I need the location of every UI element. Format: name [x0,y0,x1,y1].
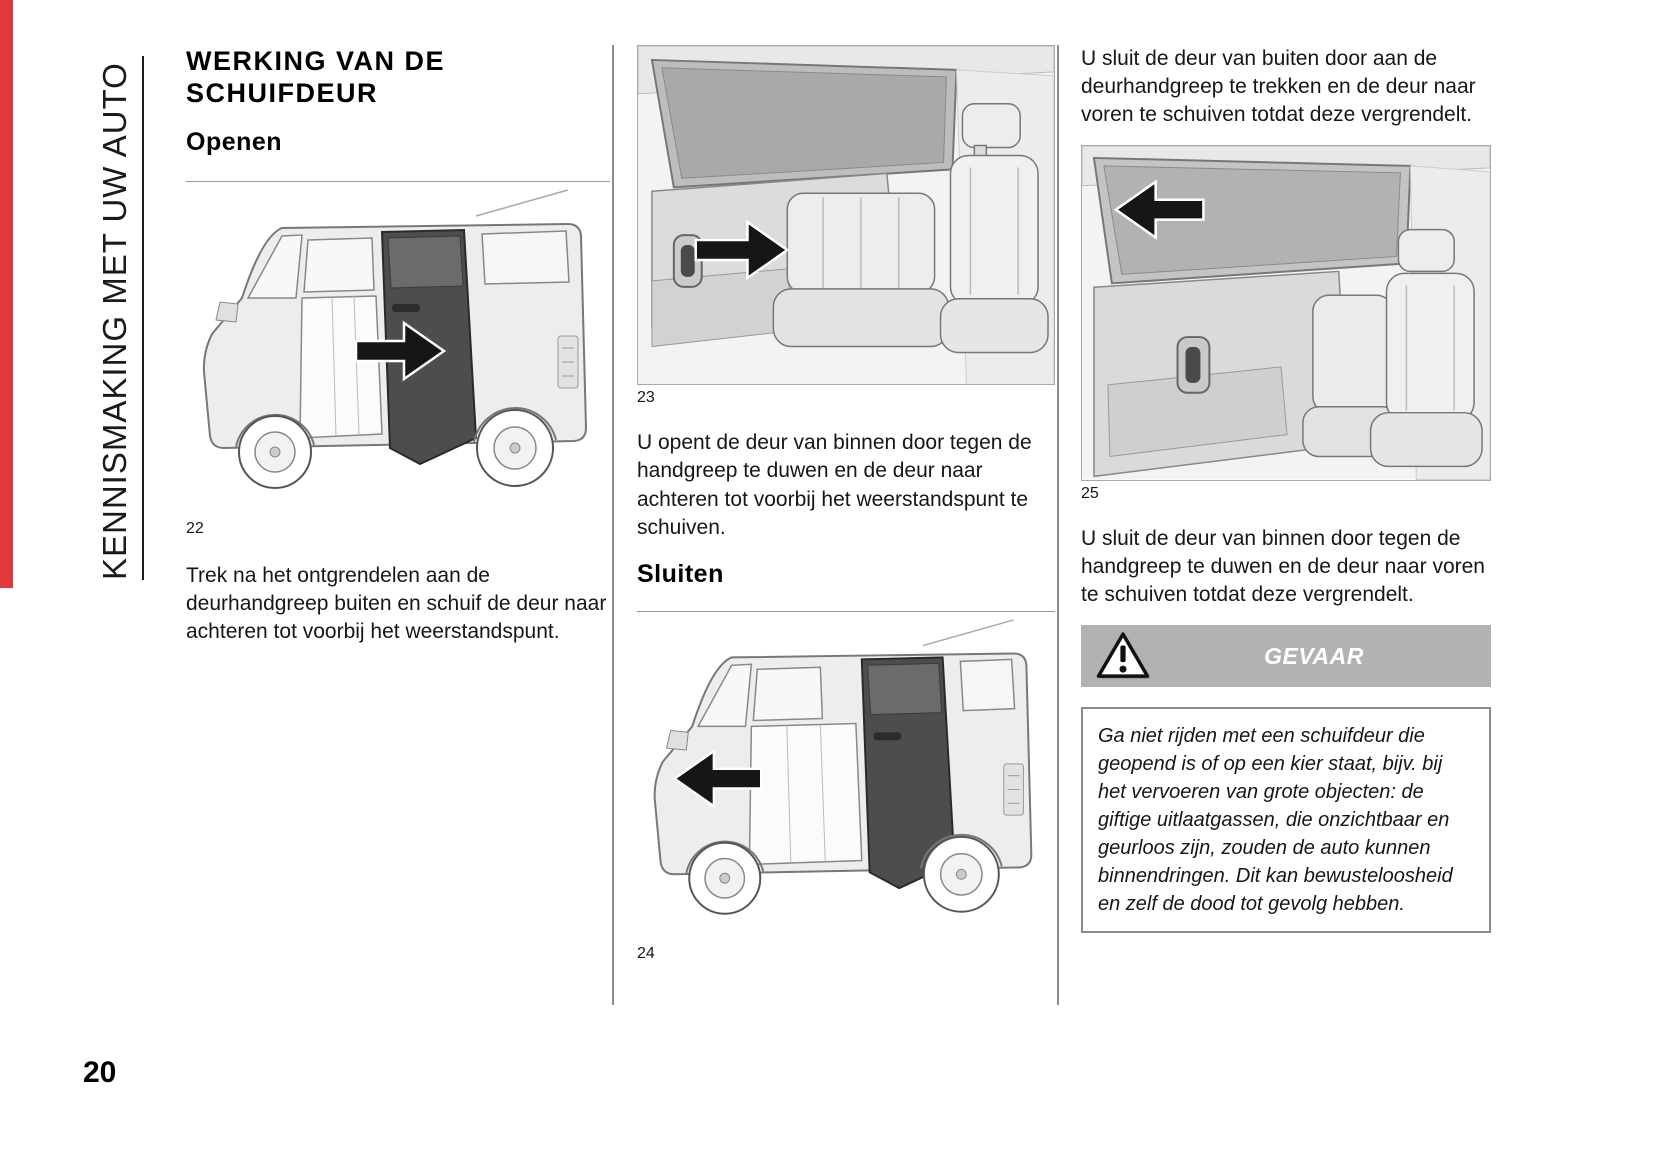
page-number: 20 [83,1056,117,1089]
column-2 [637,45,1055,963]
interior-close-illustration [1082,146,1490,479]
chapter-title-vertical: KENNISMAKING MET UW AUTO [96,56,144,580]
figure-number: 25 [1081,484,1099,502]
column-1 [186,45,610,646]
paragraph-close-outside: U sluit de deur van buiten door aan de deurhandgreep te trekken en de deur naar voren te schuiven totdat deze vergrendelt. [1081,47,1476,127]
figure-number: 23 [637,389,655,407]
column-3 [1081,45,1491,933]
paragraph-open-inside: U opent de deur van binnen door tegen de handgreep te duwen en de deur naar achteren tot voorbij het weerstandspunt te schuiven. [637,431,1032,539]
section-heading: WERKING VAN DE SCHUIFDEUR [186,46,446,109]
figure-23-interior-open [637,45,1055,407]
paragraph-open-outside: Trek na het ontgrendelen aan de deurhandgreep buiten en schuif de deur naar achteren tot voorbij het weerstandspunt. [186,563,607,644]
figure-22-van-exterior-open [186,181,610,538]
interior-open-illustration [638,46,1054,384]
figure-number: 22 [186,519,204,537]
danger-banner-title: GEVAAR [1264,642,1364,669]
column-divider [1057,45,1059,1005]
figure-25-interior-close [1081,145,1491,502]
figure-top-rule [186,181,610,182]
van-exterior-close-illustration [637,616,1055,941]
paragraph-close-inside: U sluit de deur van binnen door tegen de handgreep te duwen en de deur naar voren te schuiven totdat deze vergrendelt. [1081,526,1485,606]
column-divider [612,45,614,1005]
danger-text-box: Ga niet rijden met een schuifdeur die geopend is of op een kier staat, bijv. bij het vervoeren van grote objecten: de giftige uitlaatgassen, die onzichtbaar en geurloos zijn, zouden de auto kunnen binnendringen. Dit kan bewusteloosheid en zelf de dood tot gevolg hebben. [1081,707,1491,933]
figure-number: 24 [637,945,655,963]
danger-banner [1081,625,1491,687]
subsection-heading-openen: Openen [186,127,283,156]
van-exterior-open-illustration [186,186,610,516]
warning-triangle-icon [1095,630,1151,682]
figure-24-van-exterior-close [637,611,1055,963]
figure-top-rule [637,611,1055,612]
chapter-accent-bar [0,0,13,588]
subsection-heading-sluiten: Sluiten [637,559,724,588]
